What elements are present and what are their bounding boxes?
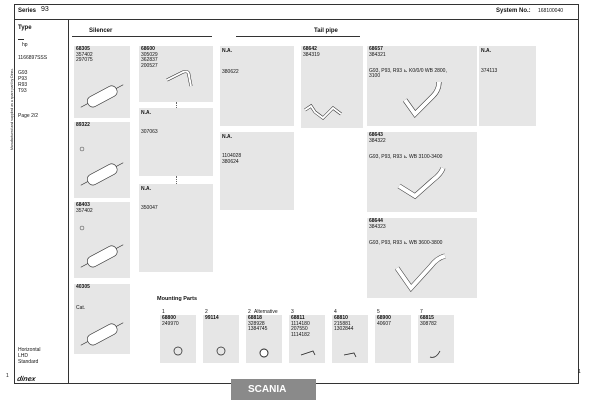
system-value: 168100040 <box>538 8 564 14</box>
silencer-drawing <box>74 202 130 278</box>
ref-number: 328928 <box>248 320 265 327</box>
silencer-heading: Silencer <box>89 28 113 34</box>
mount-index: 2 <box>205 309 208 315</box>
mount-card-68800[interactable] <box>160 315 196 363</box>
ref-number: 297075 <box>76 57 93 63</box>
part-number: N.A. <box>141 186 151 192</box>
ref-number: 215881 <box>334 320 351 327</box>
silencer-drawing <box>74 122 130 198</box>
mount-standard: Standard <box>18 359 39 365</box>
part-number: N.A. <box>222 48 232 54</box>
part-number: 68811 <box>291 315 305 321</box>
model-g93: G93 <box>18 70 28 76</box>
mount-card-68815[interactable] <box>418 315 454 363</box>
ref-number: 384323 <box>369 223 386 230</box>
part-number: 68810 <box>334 315 348 321</box>
type-label: Type <box>18 25 32 31</box>
tailpipe-drawing <box>301 46 363 128</box>
mount-index: 5 <box>377 309 380 315</box>
bracket-icon <box>289 315 325 363</box>
ref-number: 357402 <box>76 51 93 58</box>
part-number: 68403 <box>76 202 90 208</box>
part-number: 89322 <box>76 122 90 128</box>
ref-number: 1114182 <box>291 331 310 338</box>
mount-index: 1 <box>162 309 165 315</box>
part-number: 68643 <box>369 132 383 138</box>
hp-marker: ▬▬ <box>18 37 24 41</box>
clamp-icon <box>160 315 196 363</box>
tailpipe-drawing <box>367 132 477 212</box>
connector-dots <box>176 176 177 184</box>
ref-number: 384319 <box>303 51 320 58</box>
side-disclaimer: Manufactured and supplied as a spare part by Dinex. <box>10 67 14 150</box>
part-number: 68818 <box>248 315 262 321</box>
ref-number: 350047 <box>141 205 158 211</box>
na-card-380622[interactable] <box>220 46 294 126</box>
mount-card-99114[interactable] <box>203 315 239 363</box>
fitment-note-2: 3100 <box>369 73 381 79</box>
ref-number: 357402 <box>76 207 93 214</box>
mount-index: 3 <box>291 309 294 315</box>
mount-index: 7 <box>420 309 423 315</box>
pipe-card-307063[interactable] <box>139 108 213 176</box>
bend-pipe-drawing <box>139 46 213 102</box>
model-p93: P93 <box>18 76 27 82</box>
footer-left-number: 1 <box>6 373 9 379</box>
mount-horizontal: Horizontal <box>18 347 41 353</box>
mount-index: 4 <box>334 309 337 315</box>
tailpipe-heading: Tail pipe <box>314 28 338 34</box>
ref-number: 1302844 <box>334 326 354 332</box>
part-number: N.A. <box>481 48 491 54</box>
series-label: Series <box>18 8 37 14</box>
ref-number: 1114180 <box>291 320 310 327</box>
pipe-card-350047[interactable] <box>139 184 213 272</box>
ref-number: 374113 <box>481 68 498 74</box>
page-indicator: Page 2/2 <box>18 113 39 119</box>
ref-number: 207550 <box>291 326 308 332</box>
alternative-label: Alternative <box>254 309 278 315</box>
silencer-card-1[interactable] <box>74 46 130 118</box>
mount-card-68818[interactable] <box>246 315 282 363</box>
pipe-card-68600[interactable] <box>139 46 213 102</box>
ref-number: 249970 <box>162 320 179 327</box>
mount-index: 2 <box>248 309 251 315</box>
ref-number: 1384745 <box>248 326 268 332</box>
ref-number: 384321 <box>369 51 386 58</box>
model-r93: R93 <box>18 82 28 88</box>
mount-card-68810[interactable] <box>332 315 368 363</box>
mounting-heading: Mounting Parts <box>157 296 198 302</box>
clamp-icon <box>203 315 239 363</box>
ref-number: 380624 <box>222 159 239 165</box>
mount-card-68900[interactable] <box>375 315 411 363</box>
ref-number: 40607 <box>377 320 391 327</box>
ref-number: 305029 <box>141 51 158 58</box>
silencer-rule <box>72 36 212 37</box>
engine-code: 1166897SSS <box>18 55 48 61</box>
part-number: 68642 <box>303 46 317 52</box>
footer-right-number: 1 <box>578 369 581 375</box>
ref-number: 200527 <box>141 62 158 69</box>
part-number: 40305 <box>76 284 90 290</box>
ref-number: 362837 <box>141 57 158 63</box>
ref-number: 1104028 <box>222 153 242 159</box>
part-number: 68305 <box>76 46 90 52</box>
system-label: System No.: <box>496 8 531 14</box>
part-number: 68600 <box>141 46 155 52</box>
part-number: 68800 <box>162 315 176 321</box>
clamp-icon <box>246 315 282 363</box>
tailpipe-drawing <box>367 46 477 126</box>
fitment-note: G93, P93, R93 ⊾ WB 3100-3400 <box>369 154 443 160</box>
silencer-card-2[interactable] <box>74 122 130 198</box>
tailpipe-rule <box>236 36 360 37</box>
part-number: 68900 <box>377 315 391 321</box>
silencer-card-3[interactable] <box>74 202 130 278</box>
brand-name: SCANIA <box>248 384 287 395</box>
tailpipe-card-68643[interactable] <box>367 132 477 212</box>
cat-label: Cat. <box>76 305 86 311</box>
part-number: 99114 <box>205 315 219 321</box>
na-card-1104028[interactable] <box>220 132 294 210</box>
bracket-icon <box>332 315 368 363</box>
part-number: 68815 <box>420 315 434 321</box>
ref-number: 307063 <box>141 129 158 135</box>
ref-number: 380622 <box>222 69 239 75</box>
ref-number: 384322 <box>369 137 386 144</box>
silencer-card-4[interactable] <box>74 284 130 354</box>
fitment-note: G93, P93, R93 ⊾ WB 3600-3800 <box>369 240 443 246</box>
hp-label: hp <box>22 42 28 48</box>
na-card-374113[interactable] <box>479 46 536 126</box>
part-number: N.A. <box>222 134 232 140</box>
series-value: 93 <box>41 6 49 13</box>
part-number: 68657 <box>369 46 383 52</box>
tailpipe-card-68642[interactable] <box>301 46 363 128</box>
hook-icon <box>418 315 454 363</box>
tailpipe-drawing <box>367 218 477 298</box>
part-number: 68644 <box>369 218 383 224</box>
dinex-logo: dinex <box>16 376 37 383</box>
silencer-drawing <box>74 284 130 354</box>
mount-lhd: LHD <box>18 353 29 359</box>
mount-card-68811[interactable] <box>289 315 325 363</box>
ref-number: 308782 <box>420 320 437 327</box>
model-t93: T93 <box>18 88 27 94</box>
tailpipe-card-68657[interactable] <box>367 46 477 126</box>
silencer-drawing <box>74 46 130 118</box>
header-divider <box>14 19 579 20</box>
fitment-note: G93, P93, R93 ⊾ K0/0/0 WB 2800, <box>369 68 447 74</box>
left-panel-divider <box>68 19 69 383</box>
tailpipe-card-68644[interactable] <box>367 218 477 298</box>
part-number: N.A. <box>141 110 151 116</box>
